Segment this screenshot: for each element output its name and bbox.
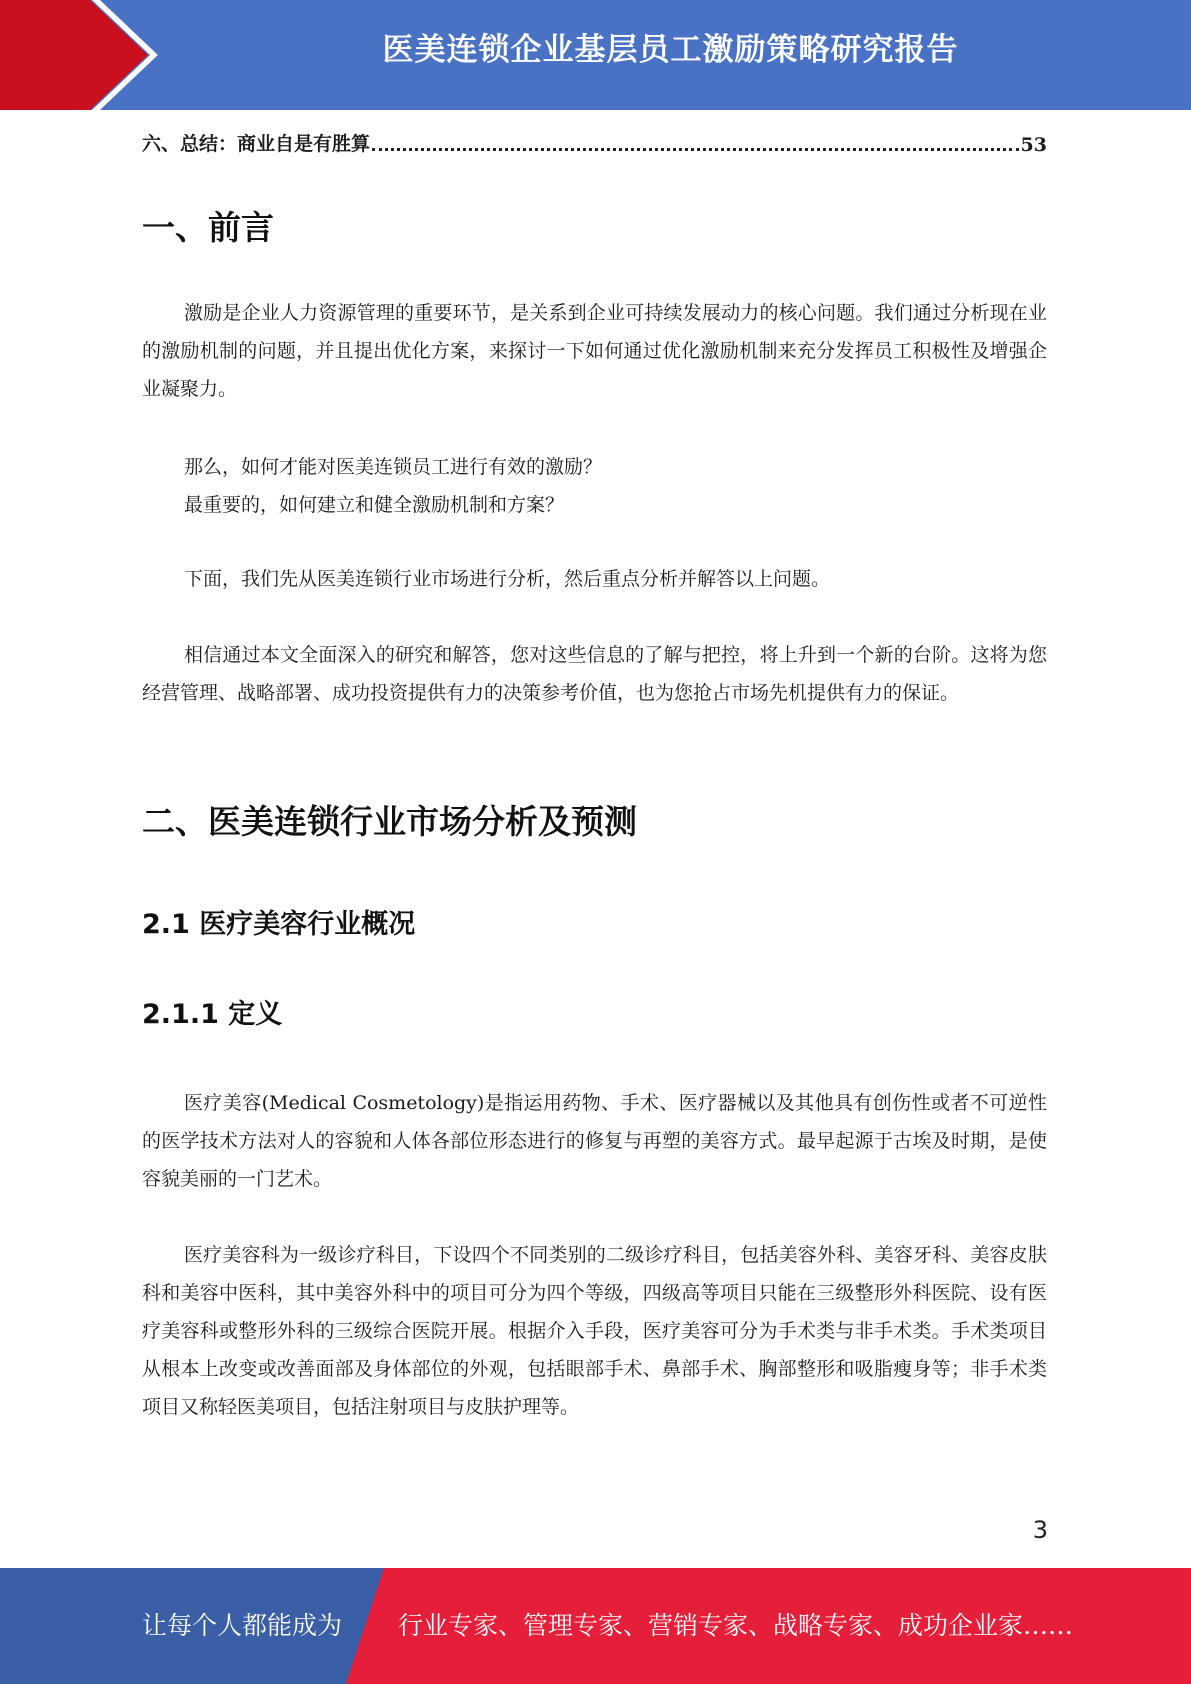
document-title: 医美连锁企业基层员工激励策略研究报告 (382, 32, 959, 68)
definition-heading: 2.1.1 定义 (142, 999, 283, 1030)
page-number: 3 (1032, 1516, 1048, 1544)
preface-paragraph-3: 相信通过本文全面深入的研究和解答，您对这些信息的了解与把控，将上升到一个新的台阶。这将为您经营管理、战略部署、成功投资提供有力的决策参考价值，也为您抢占市场先机提供有力的保证。 (142, 644, 1047, 704)
toc-entry[interactable] (142, 130, 1047, 156)
header-arrow-decoration (0, 0, 160, 110)
footer-slogan-right: 行业专家、管理专家、营销专家、战略专家、成功企业家…… (398, 1611, 1074, 1640)
definition-paragraph-2: 医疗美容科为一级诊疗科目，下设四个不同类别的二级诊疗科目，包括美容外科、美容牙科、美容皮肤科和美容中医科，其中美容外科中的项目可分为四个等级，四级高等项目只能在三级整形外科医院、设有医疗美容科或整形外科的三级综合医院开展。根据介入手段，医疗美容可分为手术类与非手术类。手术类项目从根本上改变或改善面部及身体部位的外观，包括眼部手术、鼻部手术、胸部整形和吸脂瘦身等；非手术类项目又称轻医美项目，包括注射项目与皮肤护理等。 (142, 1244, 1047, 1418)
preface-question-2: 最重要的，如何建立和健全激励机制和方案？ (184, 494, 565, 516)
footer-slogan-left: 让每个人都能成为 (142, 1611, 343, 1640)
preface-paragraph-2: 下面，我们先从医美连锁行业市场进行分析，然后重点分析并解答以上问题。 (184, 568, 831, 590)
page-footer (0, 1568, 1191, 1684)
industry-overview-heading: 2.1 医疗美容行业概况 (142, 909, 416, 940)
preface-heading: 一、前言 (142, 208, 274, 247)
market-analysis-heading: 二、医美连锁行业市场分析及预测 (142, 802, 637, 841)
preface-question-1: 那么，如何才能对医美连锁员工进行有效的激励？ (184, 456, 603, 478)
toc-entry-page: 53 (1020, 134, 1047, 156)
toc-leader-dots (372, 148, 1019, 151)
preface-paragraph-1: 激励是企业人力资源管理的重要环节，是关系到企业可持续发展动力的核心问题。我们通过分析现在业的激励机制的问题，并且提出优化方案，来探讨一下如何通过优化激励机制来充分发挥员工积极性及增强企业凝聚力。 (142, 302, 1047, 400)
toc-entry-label: 六、总结：商业自是有胜算 (142, 133, 371, 155)
page-header (0, 0, 1191, 110)
definition-paragraph-1: 医疗美容(Medical Cosmetology)是指运用药物、手术、医疗器械以及其他具有创伤性或者不可逆性的医学技术方法对人的容貌和人体各部位形态进行的修复与再塑的美容方式。最早起源于古埃及时期，是使容貌美丽的一门艺术。 (142, 1092, 1047, 1190)
